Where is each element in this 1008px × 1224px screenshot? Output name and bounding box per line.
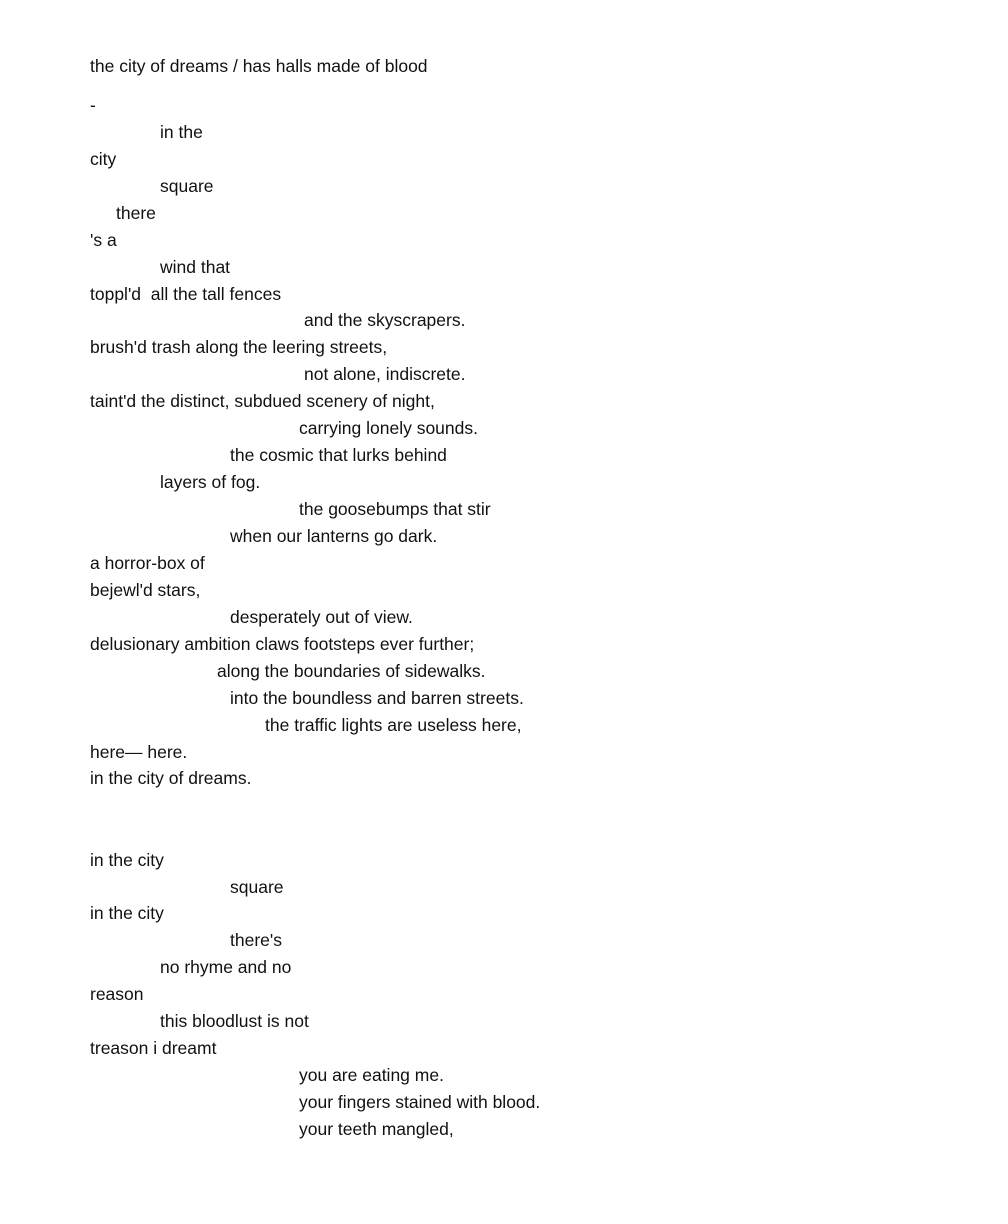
poem-line: 's a [90, 230, 117, 250]
poem-line: city [90, 149, 117, 169]
poem-line: in the [160, 122, 203, 142]
poem-line: brush'd trash along the leering streets, [90, 337, 388, 357]
poem-line: taint'd the distinct, subdued scenery of night, [90, 391, 435, 411]
poem-line: there [116, 203, 156, 223]
poem-line: - [90, 95, 96, 115]
poem-line: desperately out of view. [230, 607, 413, 627]
poem-line: bejewl'd stars, [90, 580, 201, 600]
poem-line: delusionary ambition claws footsteps ever further; [90, 634, 475, 654]
poem-line: along the boundaries of sidewalks. [217, 661, 486, 681]
poem-line: toppl'd all the tall fences [90, 284, 282, 304]
poem-line: your fingers stained with blood. [299, 1092, 541, 1112]
poem-line: and the skyscrapers. [304, 310, 466, 330]
poem-line: carrying lonely sounds. [299, 418, 478, 438]
poem-line: a horror-box of [90, 553, 205, 573]
poem-line: square [160, 176, 214, 196]
poem-line: there's [230, 930, 282, 950]
poem-line: treason i dreamt [90, 1038, 217, 1058]
poem-line: the city of dreams / has halls made of blood [90, 56, 428, 76]
poem-line: in the city [90, 850, 164, 870]
poem-line: reason [90, 984, 144, 1004]
poem-line: in the city of dreams. [90, 768, 252, 788]
poem-line: layers of fog. [160, 472, 261, 492]
poem-line: the traffic lights are useless here, [265, 715, 522, 735]
poem-line: here— here. [90, 742, 188, 762]
poem-line: when our lanterns go dark. [230, 526, 438, 546]
poem-line: the goosebumps that stir [299, 499, 491, 519]
poem-line: the cosmic that lurks behind [230, 445, 447, 465]
poem-line: in the city [90, 903, 164, 923]
poem-line: no rhyme and no [160, 957, 292, 977]
poem-line: wind that [160, 257, 231, 277]
poem-line: this bloodlust is not [160, 1011, 309, 1031]
poem-line: you are eating me. [299, 1065, 444, 1085]
poem-line: your teeth mangled, [299, 1119, 454, 1139]
poem-line: into the boundless and barren streets. [230, 688, 524, 708]
poem-line: not alone, indiscrete. [304, 364, 466, 384]
poem-line: square [230, 877, 284, 897]
